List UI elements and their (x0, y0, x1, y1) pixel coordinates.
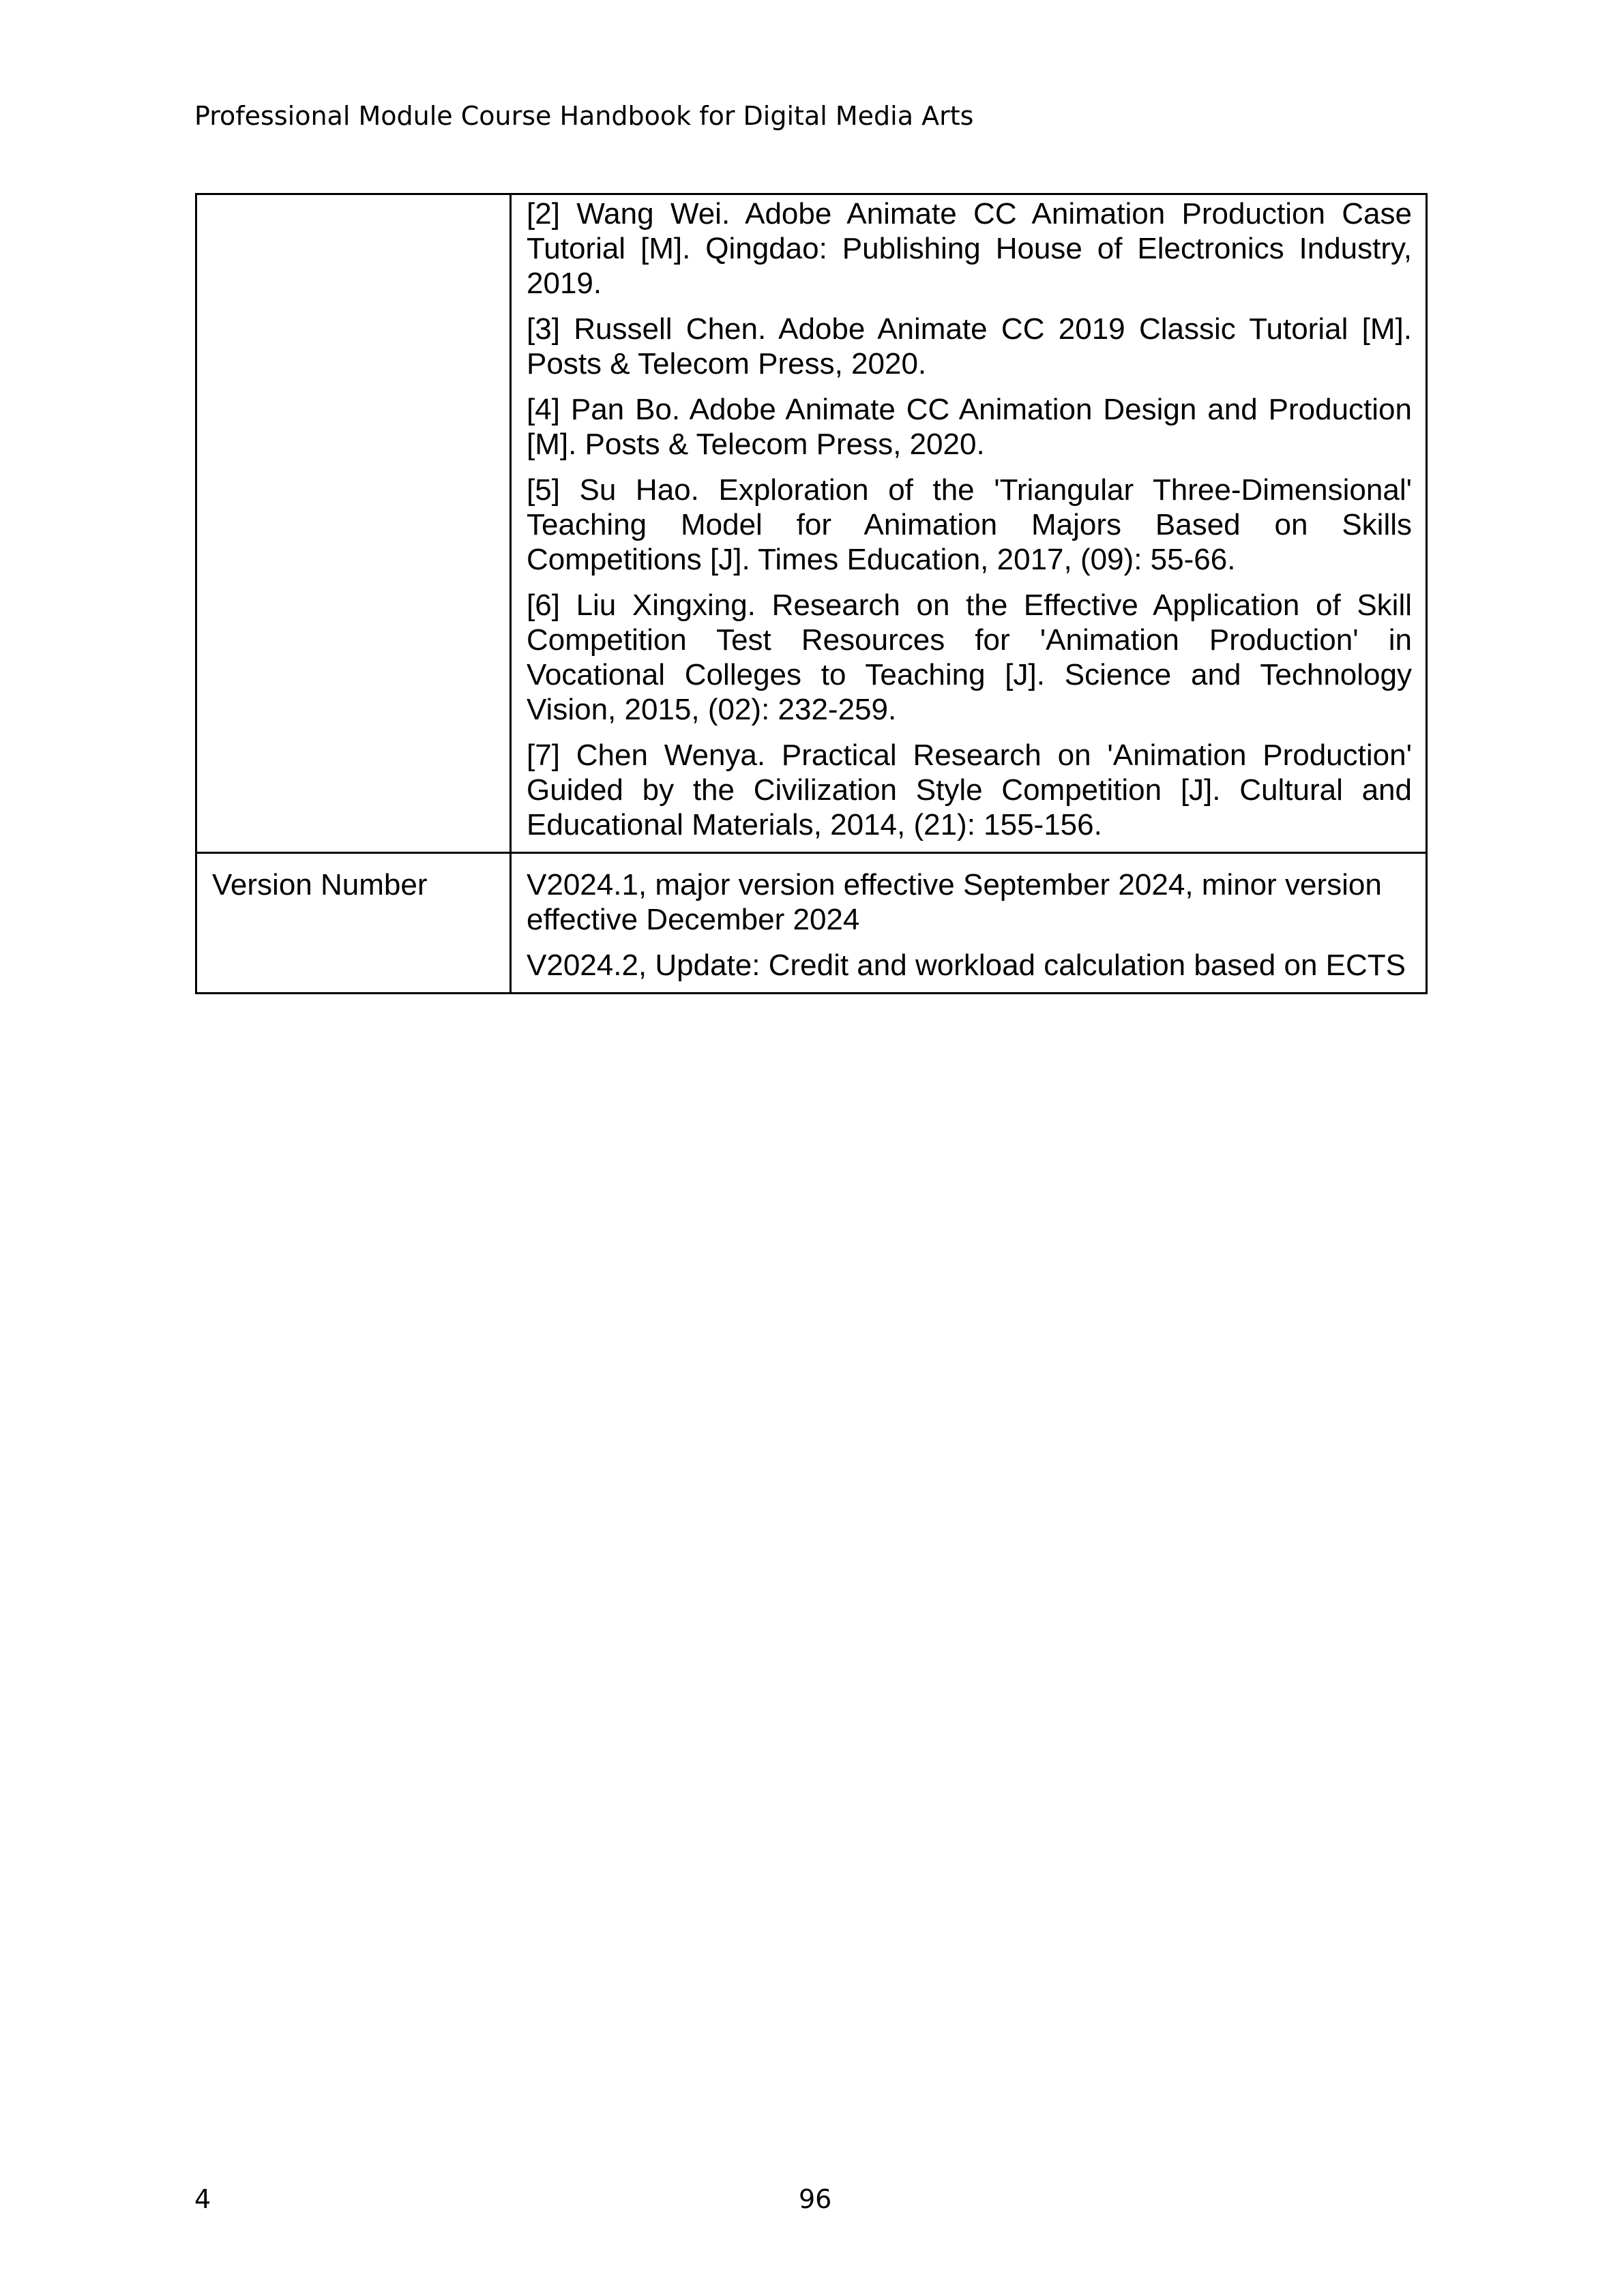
version-entry-1: V2024.1, major version effective September 2024, minor version effective December 2024 (527, 868, 1382, 936)
version-entry-2: V2024.2, Update: Credit and workload calculation based on ECTS (527, 949, 1406, 982)
version-content-cell (511, 853, 1427, 994)
module-info-table (195, 193, 1428, 994)
running-header: Professional Module Course Handbook for Digital Media Arts (194, 101, 974, 131)
reference-item-4: [4] Pan Bo. Adobe Animate CC Animation Design and Production [M]. Posts & Telecom Press, 2020. (527, 393, 1412, 461)
footer-left-number: 4 (194, 2184, 211, 2214)
reference-item-5: [5] Su Hao. Exploration of the 'Triangular Three-Dimensional' Teaching Model for Animation Majors Based on Skills Competitions [J]. Times Education, 2017, (09): 55-66. (527, 473, 1412, 576)
reference-item-2: [2] Wang Wei. Adobe Animate CC Animation Production Case Tutorial [M]. Qingdao: Publishing House of Electronics Industry, 2019. (527, 197, 1412, 300)
reference-item-6: [6] Liu Xingxing. Research on the Effective Application of Skill Competition Test Resources for 'Animation Production' in Vocational Colleges to Teaching [J]. Science and Technology Vision, 2015, (02): 232-259. (527, 588, 1412, 726)
reference-item-3: [3] Russell Chen. Adobe Animate CC 2019 Classic Tutorial [M]. Posts & Telecom Press, 2020. (527, 312, 1412, 381)
references-content-cell (511, 194, 1427, 853)
table-row-references (196, 194, 1427, 853)
references-label-cell (196, 194, 511, 853)
table-row-version (196, 853, 1427, 994)
version-number-label: Version Number (196, 853, 511, 994)
reference-item-7: [7] Chen Wenya. Practical Research on 'Animation Production' Guided by the Civilization Style Competition [J]. Cultural and Educational Materials, 2014, (21): 155-156. (527, 739, 1412, 841)
page-number: 96 (799, 2184, 832, 2214)
